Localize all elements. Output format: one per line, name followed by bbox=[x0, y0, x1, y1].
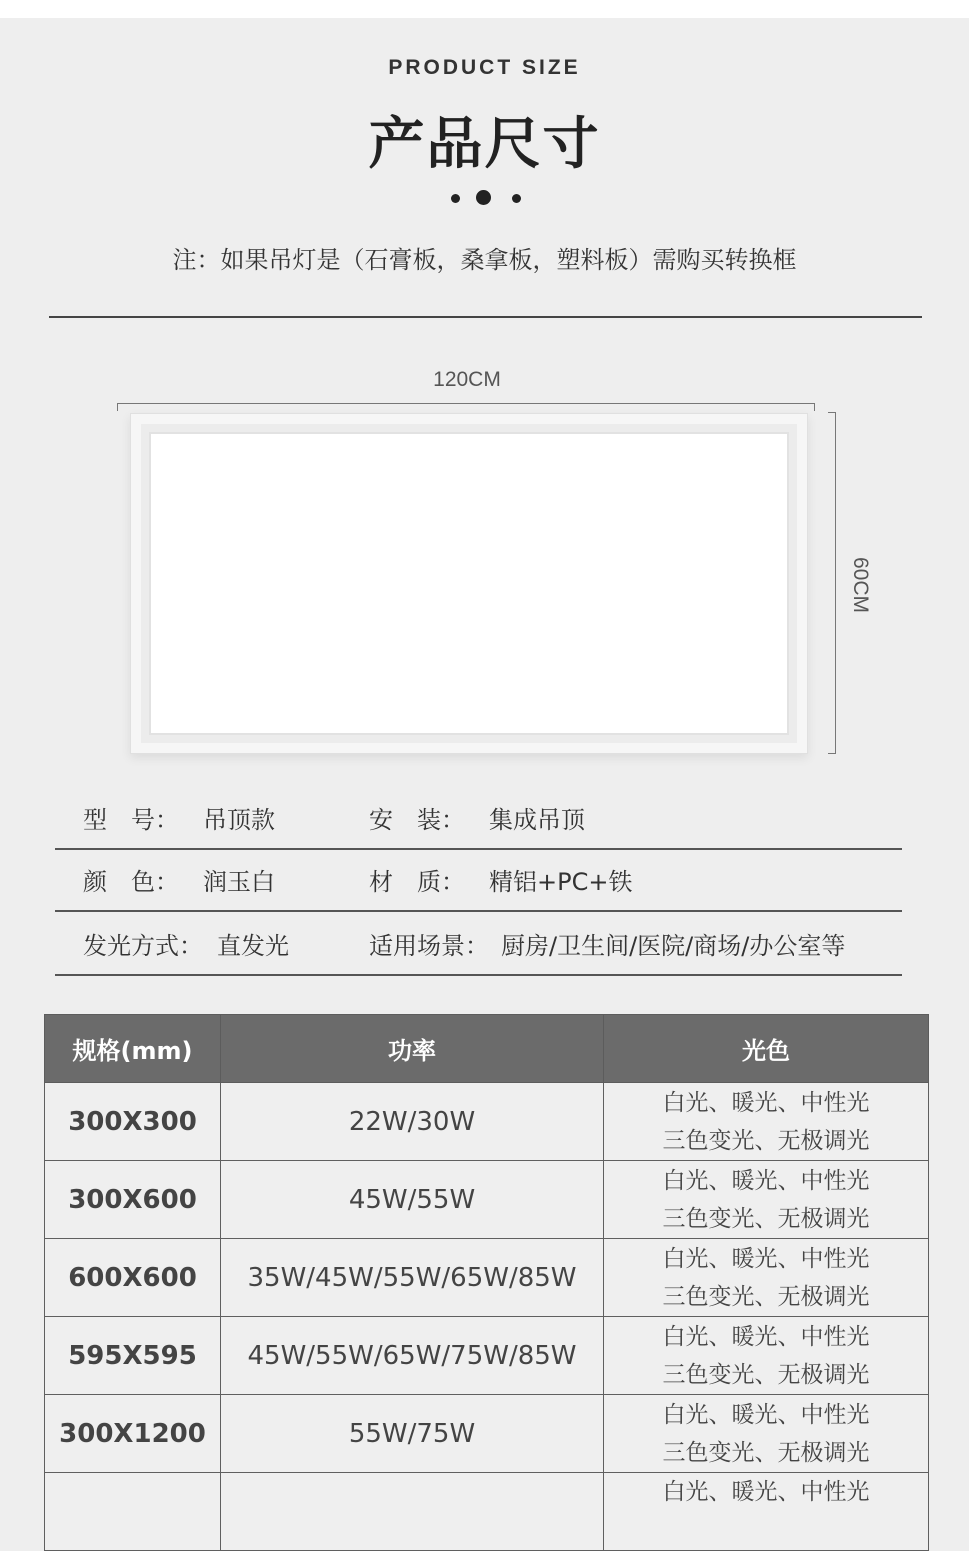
light-color-line: 白光、暖光、中性光 bbox=[662, 1479, 870, 1505]
dots-divider bbox=[0, 190, 969, 206]
spec-label: 材 质： bbox=[369, 868, 465, 896]
section-divider bbox=[49, 316, 922, 318]
power-cell bbox=[221, 1473, 604, 1551]
table-header-row bbox=[45, 1015, 929, 1083]
table-row bbox=[45, 1317, 929, 1395]
light-color-line: 三色变光、无极调光 bbox=[662, 1283, 870, 1310]
header-light-color: 光色 bbox=[604, 1015, 929, 1083]
table-row bbox=[45, 1083, 929, 1161]
page-title: 产品尺寸 bbox=[368, 112, 601, 177]
power-cell: 35W/45W/55W/65W/85W bbox=[221, 1239, 604, 1317]
spec-value: 集成吊顶 bbox=[489, 806, 585, 834]
spec-value: 厨房/卫生间/医院/商场/办公室等 bbox=[501, 932, 846, 960]
power-cell: 45W/55W/65W/75W/85W bbox=[221, 1317, 604, 1395]
table-row bbox=[45, 1161, 929, 1239]
width-bracket bbox=[117, 403, 815, 411]
light-color-line: 白光、暖光、中性光 bbox=[662, 1167, 870, 1194]
light-color-cell bbox=[604, 1317, 929, 1395]
size-cell: 300X300 bbox=[45, 1083, 221, 1161]
light-color-cell bbox=[604, 1161, 929, 1239]
light-color-line: 三色变光、无极调光 bbox=[662, 1127, 870, 1154]
light-color-cell bbox=[604, 1473, 929, 1551]
size-cell: 300X600 bbox=[45, 1161, 221, 1239]
dot-small-left bbox=[451, 194, 460, 203]
header-power: 功率 bbox=[221, 1015, 604, 1083]
size-cell: 595X595 bbox=[45, 1317, 221, 1395]
dot-large-center bbox=[476, 190, 491, 205]
spec-value: 润玉白 bbox=[203, 868, 275, 896]
table-row bbox=[45, 1473, 929, 1551]
light-color-cell bbox=[604, 1395, 929, 1473]
light-color-line: 白光、暖光、中性光 bbox=[662, 1401, 870, 1428]
header-size: 规格(mm) bbox=[45, 1015, 221, 1083]
width-dimension-label: 120CM bbox=[433, 368, 501, 391]
dot-small-right bbox=[512, 194, 521, 203]
light-color-cell bbox=[604, 1083, 929, 1161]
spec-value: 精铝+PC+铁 bbox=[489, 868, 633, 896]
spec-value: 吊顶款 bbox=[203, 806, 275, 834]
spec-value: 直发光 bbox=[217, 932, 289, 960]
height-bracket bbox=[828, 412, 836, 754]
led-panel-diffuser bbox=[141, 424, 797, 743]
light-color-line: 白光、暖光、中性光 bbox=[662, 1245, 870, 1272]
light-color-line: 白光、暖光、中性光 bbox=[662, 1323, 870, 1350]
light-color-line: 三色变光、无极调光 bbox=[662, 1439, 870, 1466]
led-panel-illustration bbox=[130, 413, 808, 754]
light-color-line: 三色变光、无极调光 bbox=[662, 1205, 870, 1232]
spec-row-color bbox=[55, 850, 902, 912]
spec-row-model bbox=[55, 788, 902, 850]
light-color-cell bbox=[604, 1239, 929, 1317]
spec-row-lighting bbox=[55, 914, 902, 976]
size-cell: 600X600 bbox=[45, 1239, 221, 1317]
spec-label: 颜 色： bbox=[83, 868, 179, 896]
top-strip bbox=[0, 0, 969, 18]
power-cell: 55W/75W bbox=[221, 1395, 604, 1473]
spec-label: 发光方式： bbox=[83, 932, 203, 960]
height-dimension-label: 60CM bbox=[849, 556, 872, 614]
size-cell bbox=[45, 1473, 221, 1551]
light-color-line: 白光、暖光、中性光 bbox=[662, 1089, 870, 1116]
size-table bbox=[44, 1014, 929, 1551]
spec-label: 安 装： bbox=[369, 806, 465, 834]
light-color-line: 三色变光、无极调光 bbox=[662, 1361, 870, 1388]
power-cell: 22W/30W bbox=[221, 1083, 604, 1161]
table-row bbox=[45, 1395, 929, 1473]
power-cell: 45W/55W bbox=[221, 1161, 604, 1239]
size-cell: 300X1200 bbox=[45, 1395, 221, 1473]
install-note: 注：如果吊灯是（石膏板，桑拿板，塑料板）需购买转换框 bbox=[172, 246, 797, 274]
table-row bbox=[45, 1239, 929, 1317]
section-eyebrow: PRODUCT SIZE bbox=[388, 56, 581, 79]
spec-label: 适用场景： bbox=[369, 932, 489, 960]
spec-label: 型 号： bbox=[83, 806, 179, 834]
